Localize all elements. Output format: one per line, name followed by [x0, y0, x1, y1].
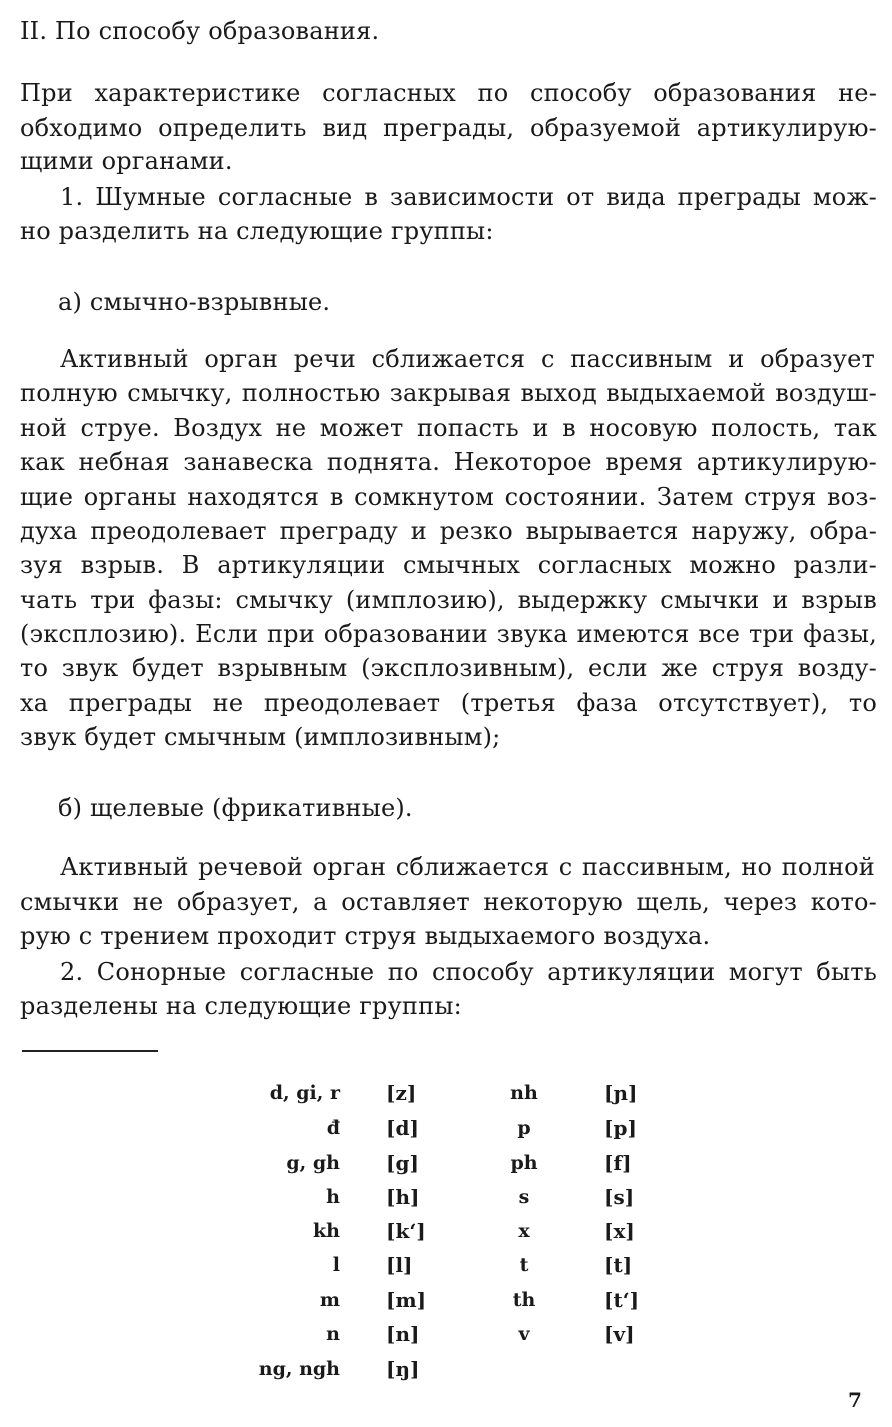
paragraph-2-line-2: но разделить на следующие группы: — [20, 217, 494, 245]
table-cell-letter: ng, ngh — [258, 1358, 340, 1380]
table-cell-letter: p — [517, 1117, 531, 1139]
table-cell-sound: [d] — [386, 1116, 419, 1140]
table-cell-sound: [ɲ] — [604, 1081, 638, 1105]
table-cell-sound: [v] — [604, 1322, 635, 1346]
paragraph-5-line-1: 2. Сонорные согласные по способу артикуляции могут быть — [60, 958, 877, 986]
table-cell-sound: [f] — [604, 1151, 632, 1175]
paragraph-4-line-2: смычки не образует, а оставляет некоторую щель, через кото- — [20, 888, 877, 916]
paragraph-3-line-4: как небная занавеска поднята. Некоторое время артикулирую- — [20, 448, 877, 476]
table-cell-sound: [ŋ] — [386, 1357, 420, 1381]
paragraph-3-line-6: духа преодолевает преграду и резко вырывается наружу, обра- — [20, 517, 877, 545]
section-heading: II. По способу образования. — [20, 17, 380, 45]
table-cell-sound: [h] — [386, 1185, 420, 1209]
table-cell-letter: l — [332, 1254, 340, 1276]
table-cell-letter: kh — [313, 1220, 340, 1242]
footnote-rule — [22, 1050, 158, 1052]
table-cell-letter: đ — [326, 1117, 340, 1139]
table-cell-letter: s — [518, 1186, 530, 1208]
table-cell-letter: h — [326, 1186, 340, 1208]
paragraph-2-line-1: 1. Шумные согласные в зависимости от вида преграды мож- — [60, 183, 877, 211]
paragraph-1-line-1: При характеристике согласных по способу образования не- — [20, 79, 877, 107]
table-cell-sound: [l] — [386, 1253, 413, 1277]
table-cell-letter: nh — [510, 1082, 538, 1104]
subheading-a: а) смычно-взрывные. — [58, 288, 331, 316]
paragraph-1-line-2: обходимо определить вид преграды, образуемой артикулирую- — [20, 114, 877, 142]
table-cell-letter: g, gh — [286, 1152, 340, 1174]
table-cell-letter: th — [512, 1289, 536, 1311]
table-cell-sound: [p] — [604, 1116, 637, 1140]
paragraph-3-line-10: то звук будет взрывным (эксплозивным), если же струя возду- — [20, 654, 877, 682]
paragraph-3-line-7: зуя взрыв. В артикуляции смычных согласных можно разли- — [20, 551, 877, 579]
table-cell-letter: n — [326, 1323, 340, 1345]
paragraph-3-line-3: ной струе. Воздух не может попасть и в носовую полость, так — [20, 414, 877, 442]
table-cell-sound: [s] — [604, 1185, 635, 1209]
table-cell-sound: [g] — [386, 1151, 419, 1175]
paragraph-3-line-11: ха преграды не преодолевает (третья фаза отсутствует), то — [20, 689, 877, 717]
paragraph-1-line-3: щими органами. — [20, 147, 233, 175]
table-cell-letter: ph — [510, 1152, 538, 1174]
table-cell-sound: [t] — [604, 1253, 633, 1277]
paragraph-4-line-1: Активный речевой орган сближается с пассивным, но полной — [60, 853, 875, 881]
table-cell-sound: [t‘] — [604, 1288, 640, 1312]
paragraph-3-line-12: звук будет смычным (имплозивным); — [20, 723, 501, 751]
table-cell-sound: [z] — [386, 1081, 417, 1105]
table-cell-letter: d, gi, r — [269, 1082, 340, 1104]
paragraph-3-line-2: полную смычку, полностью закрывая выход выдыхаемой воздуш- — [20, 379, 877, 407]
table-cell-sound: [m] — [386, 1288, 427, 1312]
paragraph-3-line-9: (эксплозию). Если при образовании звука имеются все три фазы, — [20, 620, 877, 648]
paragraph-5-line-2: разделены на следующие группы: — [20, 992, 462, 1020]
table-cell-sound: [k‘] — [386, 1219, 426, 1243]
paragraph-4-line-3: рую с трением проходит струя выдыхаемого воздуха. — [20, 922, 711, 950]
page-number: 7 — [848, 1388, 862, 1412]
subheading-b: б) щелевые (фрикативные). — [58, 794, 413, 822]
paragraph-3-line-1: Активный орган речи сближается с пассивным и образует — [60, 345, 875, 373]
table-cell-letter: m — [319, 1289, 340, 1311]
table-cell-sound: [n] — [386, 1322, 420, 1346]
paragraph-3-line-5: щие органы находятся в сомкнутом состоянии. Затем струя воз- — [20, 483, 877, 511]
paragraph-3-line-8: чать три фазы: смычку (имплозию), выдержку смычки и взрыв — [20, 586, 877, 614]
table-cell-sound: [x] — [604, 1219, 635, 1243]
table-cell-letter: v — [518, 1323, 530, 1345]
table-cell-letter: t — [519, 1254, 529, 1276]
table-cell-letter: x — [518, 1220, 530, 1242]
